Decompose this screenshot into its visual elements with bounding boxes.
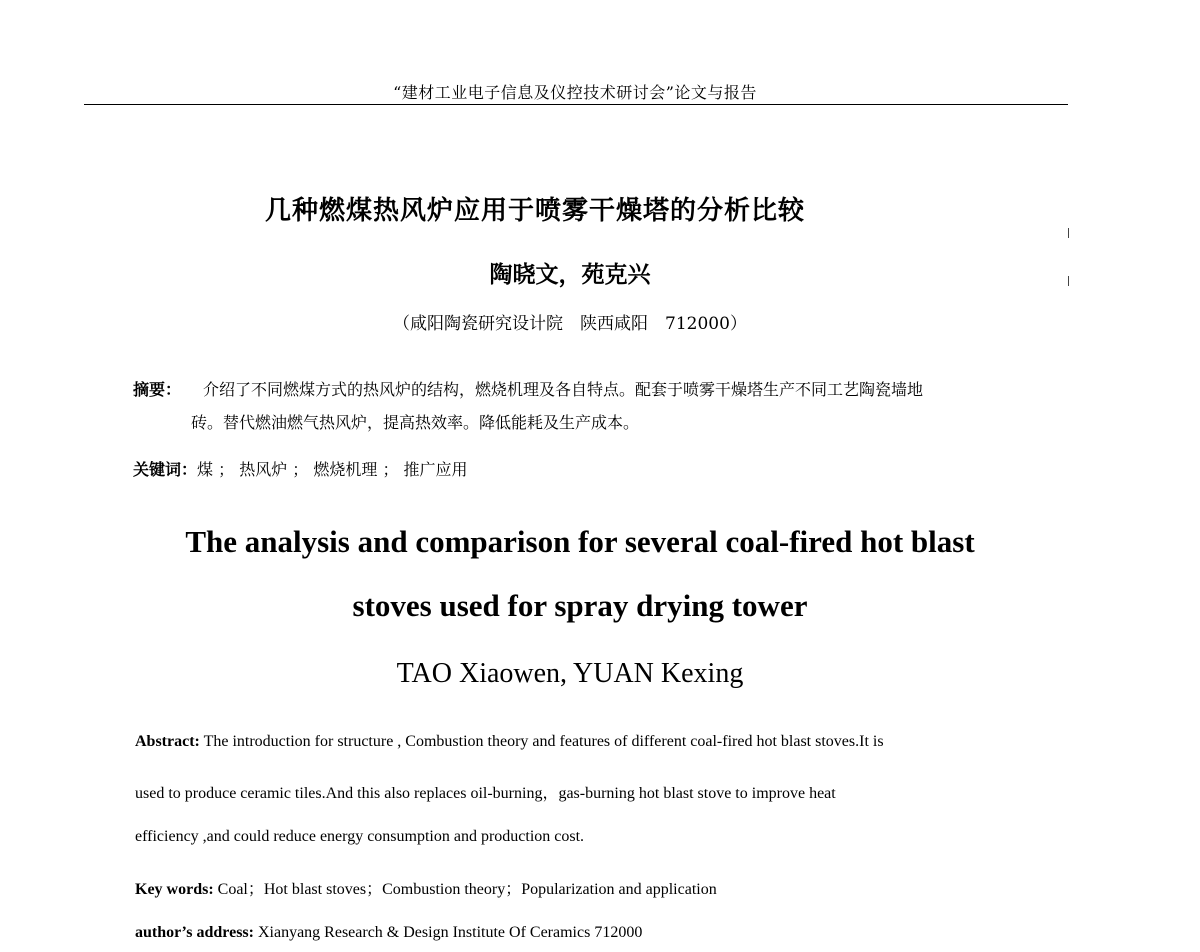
- paper-title-zh: 几种燃煤热风炉应用于喷雾干燥塔的分析比较: [264, 196, 805, 226]
- abstract-en-text-line1: The introduction for structure , Combustion theory and features of different coal-fired hot blast stoves.It is: [199, 733, 884, 750]
- keywords-zh-label: 关键词：: [133, 460, 198, 479]
- abstract-zh-line2: 砖。替代燃油燃气热风炉，提高热效率。降低能耗及生产成本。: [191, 413, 640, 432]
- abstract-en-line1: [135, 733, 1055, 751]
- author-address-label: author’s address:: [135, 924, 254, 941]
- header-rule: [84, 104, 1068, 105]
- scan-mark: [1068, 228, 1069, 238]
- abstract-zh: [133, 373, 1043, 439]
- abstract-en-label: Abstract:: [135, 733, 200, 750]
- keywords-en-label: Key words:: [135, 881, 214, 898]
- authors-en: TAO Xiaowen, YUAN Kexing: [396, 658, 744, 689]
- author-address-text: Xianyang Research & Design Institute Of Ceramics 712000: [253, 924, 643, 941]
- keywords-zh: [133, 457, 468, 480]
- paper-title-en-line2: stoves used for spray drying tower: [352, 588, 808, 623]
- keywords-en-text: Coal；Hot blast stoves；Combustion theory；Popularization and application: [213, 881, 717, 898]
- keywords-en: [135, 876, 1055, 899]
- abstract-zh-line1: 介绍了不同燃煤方式的热风炉的结构，燃烧机理及各自特点。配套于喷雾干燥塔生产不同工艺陶瓷墙地: [203, 380, 924, 399]
- abstract-zh-label: 摘要：: [133, 380, 182, 399]
- running-header: “建材工业电子信息及仪控技术研讨会”论文与报告: [393, 83, 757, 102]
- keywords-zh-text: 煤 ； 热风炉 ； 燃烧机理 ； 推广应用: [197, 460, 468, 479]
- author-address-en: [135, 924, 1055, 942]
- abstract-en-line3: efficiency ,and could reduce energy consumption and production cost.: [135, 828, 585, 845]
- paper-title-en-line1: The analysis and comparison for several coal-fired hot blast: [185, 524, 975, 559]
- authors-zh: 陶晓文，苑克兴: [489, 262, 651, 288]
- abstract-en-line2: used to produce ceramic tiles.And this also replaces oil-burning，gas-burning hot blast stove to improve heat: [135, 785, 836, 802]
- paper-title-en: [0, 510, 1160, 638]
- affiliation-zh: （咸阳陶瓷研究设计院 陕西咸阳 712000）: [393, 314, 747, 334]
